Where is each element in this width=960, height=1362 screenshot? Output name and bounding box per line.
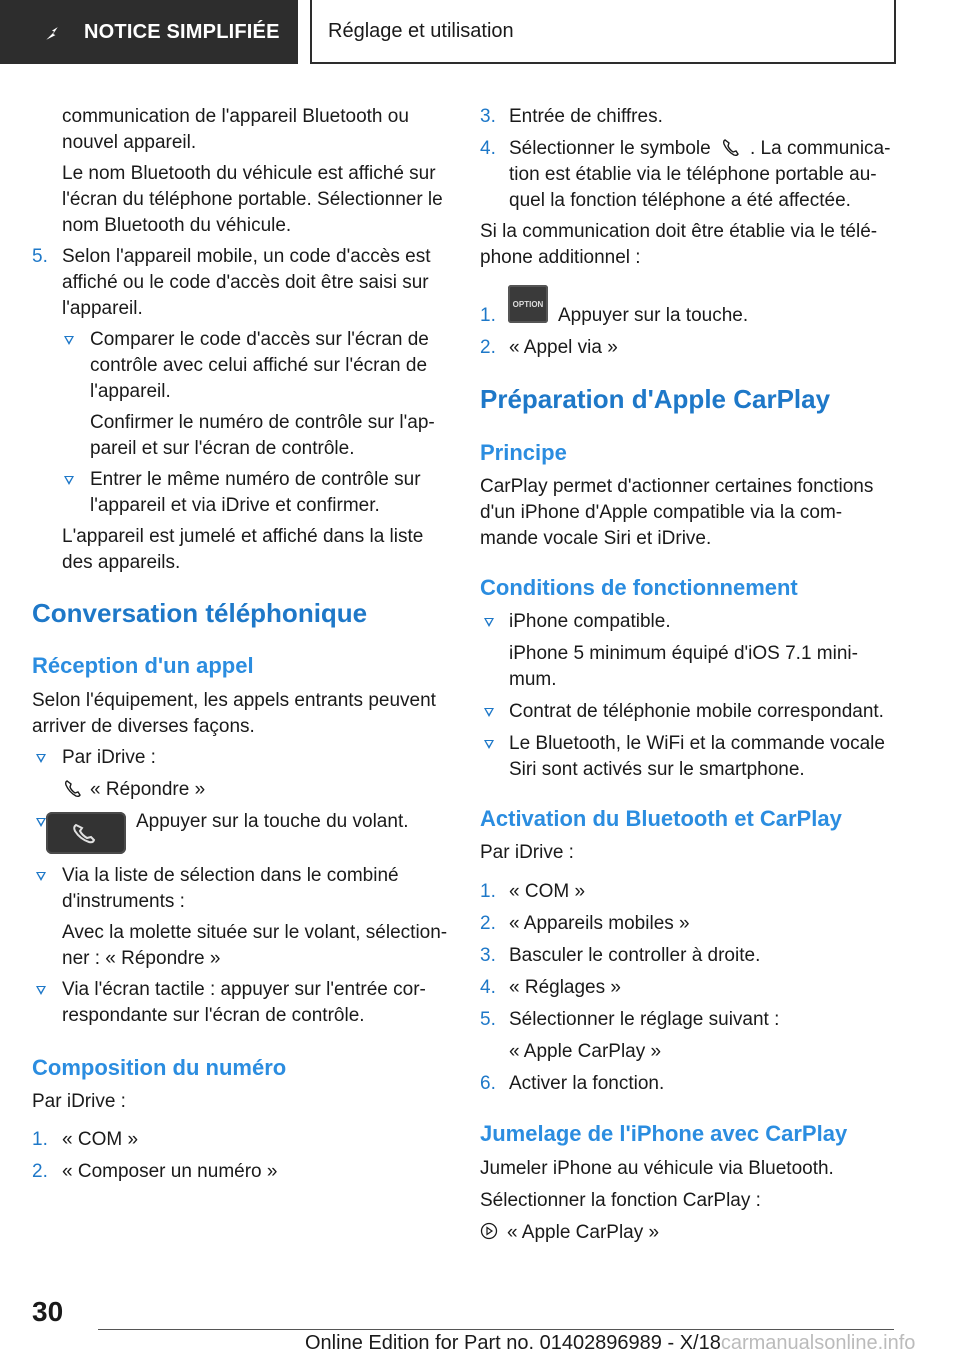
step-number: 5. <box>32 246 48 267</box>
text-line: Comparer le code d'accès sur l'écran de <box>90 329 429 350</box>
bullet-triangle-icon <box>36 872 46 881</box>
text-line: l'écran du téléphone portable. Sélectionner le <box>62 189 443 210</box>
text-line: l'appareil. <box>62 298 143 319</box>
text-line: Si la communication doit être établie via le télé‐ <box>480 221 878 242</box>
edition-text: Online Edition for Part no. 01402896989 - X/18 <box>305 1332 721 1354</box>
bullet-triangle-icon <box>484 618 494 627</box>
step-number: 2. <box>480 913 496 934</box>
heading-activation: Activation du Bluetooth et CarPlay <box>480 806 842 831</box>
text-line: Par iDrive : <box>480 842 574 863</box>
bullet-triangle-icon <box>36 754 46 763</box>
text-line: respondante sur l'écran de contrôle. <box>62 1005 365 1026</box>
text-line: Activer la fonction. <box>509 1073 665 1094</box>
step-number: 5. <box>480 1009 496 1030</box>
text-line: Contrat de téléphonie mobile correspondant. <box>509 701 884 722</box>
step-number: 4. <box>480 977 496 998</box>
text-line: Jumeler iPhone au véhicule via Bluetooth. <box>480 1158 834 1179</box>
flash-icon <box>44 26 60 42</box>
text-line: « COM » <box>509 881 586 902</box>
text-line: tion est établie via le téléphone portable au‐ <box>509 164 877 185</box>
text-line: mande vocale Siri et iDrive. <box>480 528 712 549</box>
text-line: « Apple CarPlay » <box>507 1222 660 1243</box>
bullet-triangle-icon <box>64 476 74 485</box>
text-line: d'instruments : <box>62 891 185 912</box>
footer-divider <box>98 1329 894 1330</box>
text-line: Via l'écran tactile : appuyer sur l'entrée cor‐ <box>62 979 426 1000</box>
text-line: Appuyer sur la touche du volant. <box>136 811 409 832</box>
step-number: 2. <box>480 337 496 358</box>
section-tab[interactable] <box>310 0 896 64</box>
text-line: Le Bluetooth, le WiFi et la commande vocale <box>509 733 885 754</box>
bullet-triangle-icon <box>484 708 494 717</box>
step-number: 1. <box>480 305 496 326</box>
heading-conditions: Conditions de fonctionnement <box>480 575 798 600</box>
text-line: Sélectionner le réglage suivant : <box>509 1009 780 1030</box>
text-line: « Répondre » <box>90 779 206 800</box>
heading-pairing: Jumelage de l'iPhone avec CarPlay <box>480 1121 848 1146</box>
text-line: « Réglages » <box>509 977 621 998</box>
text-line: Sélectionner le symbole <box>509 138 711 159</box>
section-title: Réglage et utilisation <box>328 19 514 42</box>
text-line: « Appareils mobiles » <box>509 913 690 934</box>
bullet-triangle-icon <box>36 818 46 827</box>
step-number: 1. <box>480 881 496 902</box>
text-line: Entrée de chiffres. <box>509 106 663 127</box>
heading-compose: Composition du numéro <box>32 1055 287 1080</box>
text-line: . La communica‐ <box>750 138 891 159</box>
bullet-triangle-icon <box>484 740 494 749</box>
text-line: Par iDrive : <box>62 747 156 768</box>
step-number: 3. <box>480 106 496 127</box>
text-line: Confirmer le numéro de contrôle sur l'ap‐ <box>90 412 435 433</box>
step-number: 4. <box>480 138 496 159</box>
text-line: Par iDrive : <box>32 1091 126 1112</box>
text-line: contrôle avec celui affiché sur l'écran de <box>90 355 428 376</box>
text-line: l'appareil. <box>90 381 171 402</box>
watermark: carmanualsonline.info <box>720 1332 916 1354</box>
text-line: ner : « Répondre » <box>62 948 221 969</box>
text-line: Le nom Bluetooth du véhicule est affiché sur <box>62 163 436 184</box>
text-line: Avec la molette située sur le volant, sélection‐ <box>62 922 448 943</box>
text-line: phone additionnel : <box>480 247 641 268</box>
text-line: Basculer le controller à droite. <box>509 945 761 966</box>
option-button-icon: OPTION <box>508 285 548 323</box>
text-line: nouvel appareil. <box>62 132 197 153</box>
quick-reference-tab[interactable] <box>0 0 298 64</box>
text-line: Selon l'équipement, les appels entrants peuvent <box>32 690 436 711</box>
phone-icon <box>62 778 84 800</box>
text-line: iPhone 5 minimum équipé d'iOS 7.1 mini‐ <box>509 643 858 664</box>
footer-edition <box>305 1332 915 1355</box>
text-line: Siri sont activés sur le smartphone. <box>509 759 805 780</box>
text-line: CarPlay permet d'actionner certaines fonctions <box>480 476 874 497</box>
text-line: Sélectionner la fonction CarPlay : <box>480 1190 761 1211</box>
heading-reception: Réception d'un appel <box>32 653 254 678</box>
text-line: nom Bluetooth du véhicule. <box>62 215 292 236</box>
step-number: 2. <box>32 1161 48 1182</box>
text-line: « Composer un numéro » <box>62 1161 278 1182</box>
text-line: iPhone compatible. <box>509 611 671 632</box>
heading-call: Conversation téléphonique <box>32 598 368 628</box>
step-number: 1. <box>32 1129 48 1150</box>
text-line: d'un iPhone d'Apple compatible via la com‐ <box>480 502 843 523</box>
text-line: arriver de diverses façons. <box>32 716 255 737</box>
play-circle-icon <box>480 1222 498 1240</box>
text-line: mum. <box>509 669 557 690</box>
text-line: « Apple CarPlay » <box>509 1041 662 1062</box>
text-line: « Appel via » <box>509 337 618 358</box>
text-line: communication de l'appareil Bluetooth ou <box>62 106 409 127</box>
text-line: « COM » <box>62 1129 139 1150</box>
text-line: quel la fonction téléphone a été affectée. <box>509 190 851 211</box>
text-line: L'appareil est jumelé et affiché dans la liste <box>62 526 424 547</box>
text-line: Entrer le même numéro de contrôle sur <box>90 469 421 490</box>
heading-principe: Principe <box>480 440 567 465</box>
steering-phone-button-icon <box>46 812 126 854</box>
text-line: Appuyer sur la touche. <box>558 305 749 326</box>
text-line: Via la liste de sélection dans le combiné <box>62 865 399 886</box>
phone-icon <box>720 137 742 159</box>
heading-carplay: Préparation d'Apple CarPlay <box>480 384 831 414</box>
step-number: 6. <box>480 1073 496 1094</box>
step-number: 3. <box>480 945 496 966</box>
bullet-triangle-icon <box>64 336 74 345</box>
text-line: l'appareil et via iDrive et confirmer. <box>90 495 380 516</box>
text-line: des appareils. <box>62 552 181 573</box>
text-line: pareil et sur l'écran de contrôle. <box>90 438 355 459</box>
text-line: affiché ou le code d'accès doit être saisi sur <box>62 272 429 293</box>
page-number: 30 <box>32 1296 64 1327</box>
quick-reference-label: NOTICE SIMPLIFIÉE <box>84 20 280 43</box>
bullet-triangle-icon <box>36 986 46 995</box>
text-line: Selon l'appareil mobile, un code d'accès est <box>62 246 431 267</box>
